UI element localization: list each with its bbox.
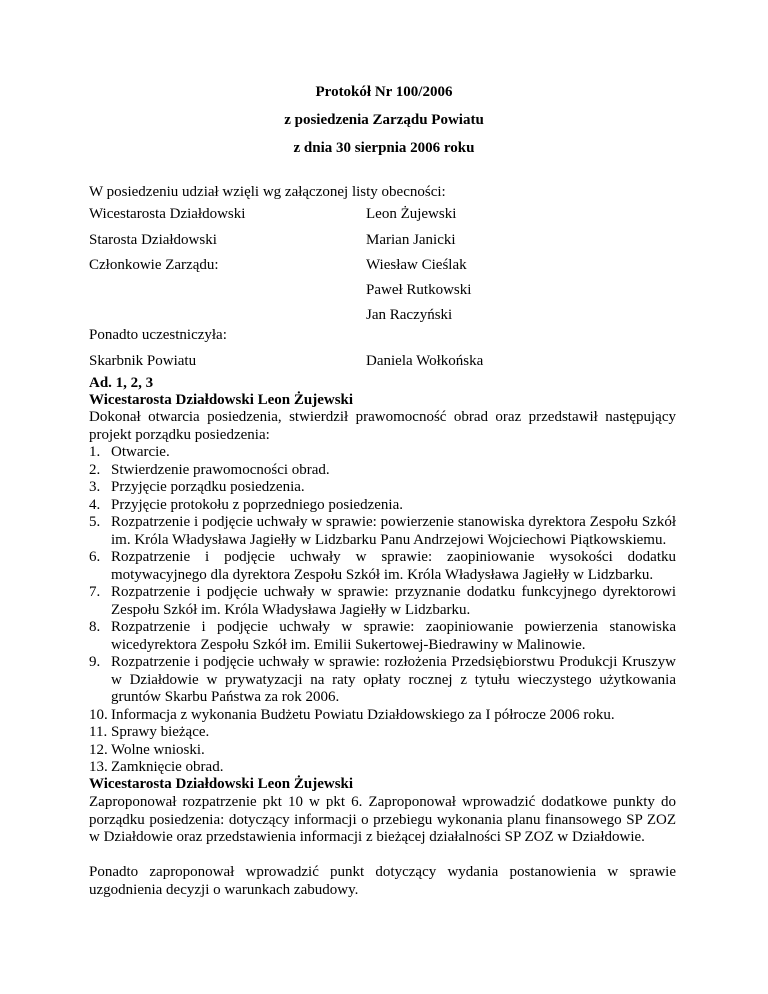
speaker-heading: Wicestarosta Działdowski Leon Żujewski bbox=[89, 776, 354, 792]
attendee-role: Wicestarosta Działdowski bbox=[89, 206, 246, 222]
attendee-name: Jan Raczyński bbox=[366, 307, 453, 323]
title-line-3: z dnia 30 sierpnia 2006 roku bbox=[293, 140, 475, 156]
agenda-item bbox=[89, 619, 676, 654]
agenda-number: 3. bbox=[89, 479, 101, 495]
speaker-heading: Wicestarosta Działdowski Leon Żujewski bbox=[89, 392, 354, 408]
agenda-item bbox=[89, 742, 676, 760]
agenda-item bbox=[89, 444, 676, 462]
attendee-role: Starosta Działdowski bbox=[89, 232, 217, 248]
agenda-item bbox=[89, 707, 676, 725]
attendee-name: Paweł Rutkowski bbox=[366, 282, 472, 298]
attendee-name: Marian Janicki bbox=[366, 232, 456, 248]
agenda-number: 4. bbox=[89, 496, 101, 513]
agenda-item bbox=[89, 724, 676, 742]
agenda-number: 5. bbox=[89, 514, 101, 530]
attendee-name: Leon Żujewski bbox=[366, 206, 457, 222]
agenda-number: 7. bbox=[89, 584, 101, 600]
agenda-text: Informacja z wykonania Budżetu Powiatu Działdowskiego za I półrocze 2006 roku. bbox=[111, 706, 615, 723]
agenda-item bbox=[89, 462, 676, 480]
agenda-text: Wolne wnioski. bbox=[111, 741, 205, 758]
agenda-item bbox=[89, 654, 676, 707]
agenda-text: Rozpatrzenie i podjęcie uchwały w sprawie: przyznanie dodatku funkcyjnego dyrektorowi Zespołu Szkół im. Króla Władysława Jagiełły w Lidzbarku. bbox=[111, 584, 676, 618]
opening-paragraph: Dokonał otwarcia posiedzenia, stwierdził prawomocność obrad oraz przedstawił następujący projekt porządku posiedzenia: bbox=[89, 409, 676, 443]
agenda-number: 9. bbox=[89, 654, 101, 670]
also-present-role: Skarbnik Powiatu bbox=[89, 353, 197, 369]
title-line-2: z posiedzenia Zarządu Powiatu bbox=[284, 112, 484, 128]
agenda-item bbox=[89, 584, 676, 619]
document-title bbox=[0, 78, 768, 162]
title-line-1: Protokół Nr 100/2006 bbox=[315, 84, 453, 100]
agenda-text: Przyjęcie protokołu z poprzedniego posiedzenia. bbox=[111, 496, 403, 513]
section-heading: Ad. 1, 2, 3 bbox=[89, 375, 154, 391]
agenda-text: Przyjęcie porządku posiedzenia. bbox=[111, 479, 305, 495]
agenda-number: 10. bbox=[89, 706, 108, 723]
agenda-text: Stwierdzenie prawomocności obrad. bbox=[111, 461, 330, 478]
agenda-item bbox=[89, 497, 676, 515]
agenda-text: Sprawy bieżące. bbox=[111, 724, 210, 740]
attendance-intro: W posiedzeniu udział wzięli wg załączonej listy obecności: bbox=[89, 184, 446, 200]
proposal-paragraph: Zaproponował rozpatrzenie pkt 10 w pkt 6. Zaproponował wprowadzić dodatkowe punkty do porządku posiedzenia: dotyczący informacji o przebiegu wykonania planu finansowego SP ZOZ w Działdowie oraz przedstawienia informacji z bieżącej działalności SP ZOZ w Działdowie. bbox=[89, 794, 676, 845]
agenda-number: 13. bbox=[89, 759, 108, 775]
agenda-list bbox=[89, 444, 676, 777]
agenda-number: 12. bbox=[89, 741, 108, 758]
agenda-item bbox=[89, 549, 676, 584]
agenda-text: Rozpatrzenie i podjęcie uchwały w sprawie: zaopiniowanie wysokości dodatku motywacyjnego dla dyrektora Zespołu Szkół im. Króla Władysława Jagiełły w Lidzbarku. bbox=[111, 549, 676, 583]
agenda-text: Zamknięcie obrad. bbox=[111, 759, 224, 775]
attendee-name: Wiesław Cieślak bbox=[366, 257, 467, 273]
agenda-item bbox=[89, 479, 676, 497]
agenda-number: 1. bbox=[89, 444, 101, 460]
proposal-paragraph: Ponadto zaproponował wprowadzić punkt dotyczący wydania postanowienia w sprawie uzgodnienia decyzji o warunkach zabudowy. bbox=[89, 864, 676, 898]
agenda-text: Rozpatrzenie i podjęcie uchwały w sprawie: rozłożenia Przedsiębiorstwu Produkcji Kruszyw w Działdowie w prywatyzacji na raty opłaty rocznej z tytułu wieczystego użytkowania gruntów Skarbu Państwa za rok 2006. bbox=[111, 654, 676, 705]
agenda-item bbox=[89, 759, 676, 777]
agenda-text: Otwarcie. bbox=[111, 444, 170, 460]
agenda-item bbox=[89, 514, 676, 549]
agenda-text: Rozpatrzenie i podjęcie uchwały w sprawie: zaopiniowanie powierzenia stanowiska wicedyrektora Zespołu Szkół im. Emilii Sukertowej-Biedrawiny w Malinowie. bbox=[111, 619, 676, 653]
also-present-label: Ponadto uczestniczyła: bbox=[89, 327, 227, 343]
agenda-number: 2. bbox=[89, 461, 101, 478]
also-present-name: Daniela Wołkońska bbox=[366, 353, 484, 369]
attendee-role: Członkowie Zarządu: bbox=[89, 257, 219, 273]
agenda-number: 11. bbox=[89, 724, 108, 740]
agenda-number: 8. bbox=[89, 619, 101, 635]
agenda-text: Rozpatrzenie i podjęcie uchwały w sprawie: powierzenie stanowiska dyrektora Zespołu Szkół im. Króla Władysława Jagiełły w Lidzbarku Panu Andrzejowi Wojciechowi Piątkowskiemu. bbox=[111, 514, 676, 548]
agenda-number: 6. bbox=[89, 549, 101, 565]
